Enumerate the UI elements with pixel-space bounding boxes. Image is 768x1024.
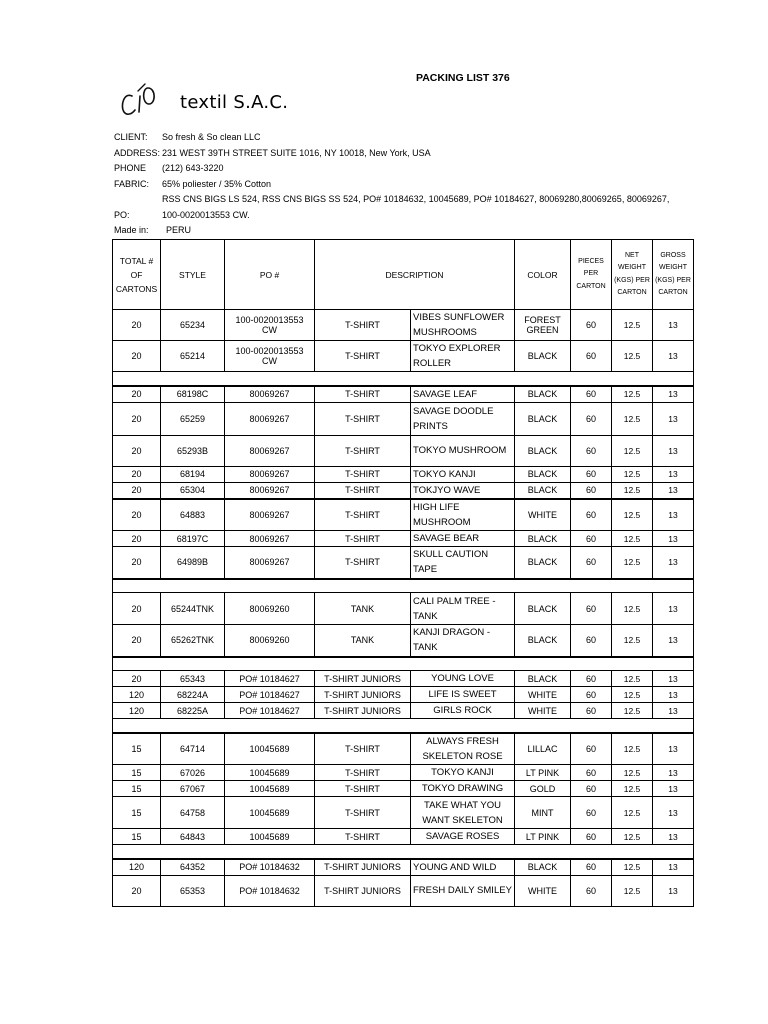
pieces-cell: 60	[571, 875, 612, 906]
po-row-2	[114, 208, 714, 224]
net-weight-cell: 12.5	[612, 402, 653, 435]
po-row-1	[114, 192, 714, 208]
style-cell: 68194	[161, 466, 225, 482]
spacer-row	[113, 372, 694, 386]
type-cell: T-SHIRT	[315, 386, 411, 403]
net-weight-cell: 12.5	[612, 482, 653, 499]
po-cell: PO# 10184632	[225, 859, 315, 876]
net-weight-cell: 12.5	[612, 733, 653, 765]
cartons-cell: 20	[113, 466, 161, 482]
type-cell: T-SHIRT JUNIORS	[315, 875, 411, 906]
pieces-cell: 60	[571, 765, 612, 781]
design-cell: CALI PALM TREE - TANK	[411, 593, 515, 625]
net-weight-cell: 12.5	[612, 625, 653, 657]
pieces-cell: 60	[571, 687, 612, 703]
cartons-cell: 20	[113, 402, 161, 435]
gross-weight-cell: 13	[653, 687, 694, 703]
cartons-cell: 20	[113, 875, 161, 906]
table-row	[113, 386, 694, 403]
header-style: STYLE	[161, 240, 225, 310]
document-title: PACKING LIST 376	[416, 72, 510, 84]
gross-weight-cell: 13	[653, 531, 694, 547]
po-cell: 10045689	[225, 733, 315, 765]
table-row	[113, 765, 694, 781]
net-weight-cell: 12.5	[612, 703, 653, 719]
gross-weight-cell: 13	[653, 547, 694, 579]
pieces-cell: 60	[571, 859, 612, 876]
po-cell: 80069267	[225, 386, 315, 403]
table-row	[113, 625, 694, 657]
gross-weight-cell: 13	[653, 733, 694, 765]
color-cell: WHITE	[515, 875, 571, 906]
header-color: COLOR	[515, 240, 571, 310]
table-row	[113, 593, 694, 625]
color-cell: BLACK	[515, 386, 571, 403]
net-weight-cell: 12.5	[612, 466, 653, 482]
design-cell: HIGH LIFE MUSHROOM	[411, 499, 515, 531]
style-cell: 64352	[161, 859, 225, 876]
po-value-line1: RSS CNS BIGS LS 524, RSS CNS BIGS SS 524, PO# 10184632, 10045689, PO# 10184627, 80069280,80069265, 80069267,	[162, 194, 670, 204]
color-cell: BLACK	[515, 402, 571, 435]
pieces-cell: 60	[571, 466, 612, 482]
po-cell: 10045689	[225, 765, 315, 781]
net-weight-cell: 12.5	[612, 829, 653, 845]
po-cell: 100-0020013553 CW	[225, 341, 315, 372]
type-cell: TANK	[315, 593, 411, 625]
fabric-label: FABRIC:	[114, 178, 150, 189]
style-cell: 65234	[161, 310, 225, 341]
style-cell: 65244TNK	[161, 593, 225, 625]
cartons-cell: 120	[113, 687, 161, 703]
design-cell: SAVAGE DOODLE PRINTS	[411, 402, 515, 435]
color-cell: BLACK	[515, 593, 571, 625]
cartons-cell: 15	[113, 829, 161, 845]
fabric-row	[114, 177, 714, 193]
type-cell: T-SHIRT	[315, 765, 411, 781]
color-cell: GOLD	[515, 781, 571, 797]
po-value-line2: 100-0020013553 CW.	[162, 209, 250, 220]
spacer-row	[113, 657, 694, 671]
design-cell: TOKYO MUSHROOM	[411, 435, 515, 466]
header-gross-weight: GROSS WEIGHT (KGS) PER CARTON	[653, 240, 694, 310]
gross-weight-cell: 13	[653, 875, 694, 906]
gross-weight-cell: 13	[653, 310, 694, 341]
design-cell: YOUNG LOVE	[411, 671, 515, 687]
color-cell: BLACK	[515, 671, 571, 687]
color-cell: BLACK	[515, 341, 571, 372]
table-row	[113, 687, 694, 703]
phone-value: (212) 643-3220	[162, 163, 224, 173]
color-cell: BLACK	[515, 482, 571, 499]
table-row	[113, 829, 694, 845]
color-cell: BLACK	[515, 625, 571, 657]
gross-weight-cell: 13	[653, 341, 694, 372]
net-weight-cell: 12.5	[612, 341, 653, 372]
header-description: DESCRIPTION	[315, 240, 515, 310]
design-cell: VIBES SUNFLOWER MUSHROOMS	[411, 310, 515, 341]
net-weight-cell: 12.5	[612, 531, 653, 547]
pieces-cell: 60	[571, 781, 612, 797]
po-label: PO:	[114, 209, 130, 220]
type-cell: T-SHIRT	[315, 341, 411, 372]
design-cell: TOKYO KANJI	[411, 466, 515, 482]
net-weight-cell: 12.5	[612, 765, 653, 781]
cartons-cell: 20	[113, 435, 161, 466]
color-cell: LT PINK	[515, 829, 571, 845]
style-cell: 67067	[161, 781, 225, 797]
style-cell: 65304	[161, 482, 225, 499]
design-cell: TAKE WHAT YOU WANT SKELETON	[411, 797, 515, 829]
fabric-value: 65% poliester / 35% Cotton	[162, 178, 272, 189]
color-cell: MINT	[515, 797, 571, 829]
type-cell: T-SHIRT	[315, 402, 411, 435]
color-cell: LT PINK	[515, 765, 571, 781]
po-cell: 10045689	[225, 781, 315, 797]
table-row	[113, 859, 694, 876]
design-cell: YOUNG AND WILD	[411, 859, 515, 876]
po-cell: 80069267	[225, 466, 315, 482]
address-row	[114, 146, 714, 162]
table-row	[113, 499, 694, 531]
gross-weight-cell: 13	[653, 829, 694, 845]
color-cell: BLACK	[515, 547, 571, 579]
gross-weight-cell: 13	[653, 765, 694, 781]
table-row	[113, 875, 694, 906]
design-cell: TOKJYO WAVE	[411, 482, 515, 499]
spacer-row	[113, 719, 694, 733]
cartons-cell: 20	[113, 625, 161, 657]
company-logo-mark	[118, 74, 180, 124]
table-row	[113, 466, 694, 482]
net-weight-cell: 12.5	[612, 859, 653, 876]
net-weight-cell: 12.5	[612, 310, 653, 341]
pieces-cell: 60	[571, 310, 612, 341]
pieces-cell: 60	[571, 482, 612, 499]
type-cell: T-SHIRT	[315, 829, 411, 845]
color-cell: BLACK	[515, 531, 571, 547]
phone-label: PHONE	[114, 163, 147, 173]
po-cell: 80069267	[225, 402, 315, 435]
design-cell: TOKYO DRAWING	[411, 781, 515, 797]
table-row	[113, 703, 694, 719]
net-weight-cell: 12.5	[612, 781, 653, 797]
table-header-row	[113, 240, 694, 310]
po-cell: PO# 10184627	[225, 703, 315, 719]
table-row	[113, 435, 694, 466]
design-cell: TOKYO EXPLORER ROLLER	[411, 341, 515, 372]
design-cell: SKULL CAUTION TAPE	[411, 547, 515, 579]
address-label: ADDRESS:	[114, 147, 161, 158]
style-cell: 64843	[161, 829, 225, 845]
gross-weight-cell: 13	[653, 593, 694, 625]
type-cell: T-SHIRT	[315, 531, 411, 547]
type-cell: T-SHIRT	[315, 466, 411, 482]
spacer-row	[113, 579, 694, 593]
gross-weight-cell: 13	[653, 466, 694, 482]
gross-weight-cell: 13	[653, 859, 694, 876]
table-row	[113, 310, 694, 341]
net-weight-cell: 12.5	[612, 687, 653, 703]
color-cell: FOREST GREEN	[515, 310, 571, 341]
type-cell: T-SHIRT	[315, 797, 411, 829]
client-label: CLIENT:	[114, 132, 148, 142]
table-row	[113, 671, 694, 687]
color-cell: WHITE	[515, 703, 571, 719]
style-cell: 67026	[161, 765, 225, 781]
color-cell: BLACK	[515, 859, 571, 876]
type-cell: T-SHIRT	[315, 482, 411, 499]
color-cell: BLACK	[515, 435, 571, 466]
type-cell: T-SHIRT JUNIORS	[315, 703, 411, 719]
packing-table-body	[113, 310, 694, 907]
table-row	[113, 531, 694, 547]
type-cell: T-SHIRT	[315, 499, 411, 531]
style-cell: 65259	[161, 402, 225, 435]
net-weight-cell: 12.5	[612, 547, 653, 579]
design-cell: GIRLS ROCK	[411, 703, 515, 719]
company-name: textil S.A.C.	[180, 92, 289, 113]
style-cell: 65353	[161, 875, 225, 906]
po-cell: 80069260	[225, 625, 315, 657]
type-cell: TANK	[315, 625, 411, 657]
table-row	[113, 402, 694, 435]
type-cell: T-SHIRT JUNIORS	[315, 671, 411, 687]
style-cell: 65214	[161, 341, 225, 372]
table-row	[113, 482, 694, 499]
pieces-cell: 60	[571, 671, 612, 687]
pieces-cell: 60	[571, 733, 612, 765]
gross-weight-cell: 13	[653, 402, 694, 435]
shipment-info	[114, 130, 714, 239]
gross-weight-cell: 13	[653, 625, 694, 657]
header-po: PO #	[225, 240, 315, 310]
style-cell: 68224A	[161, 687, 225, 703]
net-weight-cell: 12.5	[612, 671, 653, 687]
cartons-cell: 15	[113, 781, 161, 797]
design-cell: FRESH DAILY SMILEY	[411, 875, 515, 906]
po-cell: PO# 10184627	[225, 671, 315, 687]
cartons-cell: 20	[113, 593, 161, 625]
pieces-cell: 60	[571, 829, 612, 845]
type-cell: T-SHIRT	[315, 781, 411, 797]
design-cell: KANJI DRAGON - TANK	[411, 625, 515, 657]
header-total-cartons: TOTAL # OF CARTONS	[113, 240, 161, 310]
po-cell: PO# 10184627	[225, 687, 315, 703]
color-cell: BLACK	[515, 466, 571, 482]
gross-weight-cell: 13	[653, 435, 694, 466]
type-cell: T-SHIRT JUNIORS	[315, 687, 411, 703]
pieces-cell: 60	[571, 341, 612, 372]
made-in-value: PERU	[166, 225, 192, 235]
po-cell: PO# 10184632	[225, 875, 315, 906]
po-cell: 80069267	[225, 499, 315, 531]
spacer-row	[113, 845, 694, 859]
address-value: 231 WEST 39TH STREET SUITE 1016, NY 10018, New York, USA	[162, 147, 431, 158]
cartons-cell: 120	[113, 703, 161, 719]
pieces-cell: 60	[571, 531, 612, 547]
po-cell: 10045689	[225, 797, 315, 829]
net-weight-cell: 12.5	[612, 797, 653, 829]
net-weight-cell: 12.5	[612, 386, 653, 403]
po-cell: 80069267	[225, 435, 315, 466]
cartons-cell: 20	[113, 482, 161, 499]
color-cell: WHITE	[515, 499, 571, 531]
cartons-cell: 20	[113, 499, 161, 531]
made-in-label: Made in:	[114, 225, 149, 235]
design-cell: LIFE IS SWEET	[411, 687, 515, 703]
style-cell: 64883	[161, 499, 225, 531]
style-cell: 65262TNK	[161, 625, 225, 657]
made-in-row	[114, 223, 714, 239]
table-row	[113, 733, 694, 765]
style-cell: 64989B	[161, 547, 225, 579]
table-row	[113, 797, 694, 829]
po-cell: 80069260	[225, 593, 315, 625]
style-cell: 65293B	[161, 435, 225, 466]
cartons-cell: 20	[113, 531, 161, 547]
pieces-cell: 60	[571, 797, 612, 829]
pieces-cell: 60	[571, 435, 612, 466]
color-cell: WHITE	[515, 687, 571, 703]
table-row	[113, 547, 694, 579]
client-value: So fresh & So clean LLC	[162, 132, 261, 142]
net-weight-cell: 12.5	[612, 593, 653, 625]
net-weight-cell: 12.5	[612, 499, 653, 531]
gross-weight-cell: 13	[653, 797, 694, 829]
header-pieces-per-carton: PIECES PER CARTON	[571, 240, 612, 310]
table-row	[113, 781, 694, 797]
cartons-cell: 20	[113, 671, 161, 687]
design-cell: ALWAYS FRESH SKELETON ROSE	[411, 733, 515, 765]
pieces-cell: 60	[571, 547, 612, 579]
header-net-weight: NET WEIGHT (KGS) PER CARTON	[612, 240, 653, 310]
po-cell: 80069267	[225, 547, 315, 579]
client-row	[114, 130, 714, 146]
pieces-cell: 60	[571, 625, 612, 657]
po-cell: 100-0020013553 CW	[225, 310, 315, 341]
type-cell: T-SHIRT	[315, 435, 411, 466]
cartons-cell: 120	[113, 859, 161, 876]
net-weight-cell: 12.5	[612, 875, 653, 906]
gross-weight-cell: 13	[653, 386, 694, 403]
cartons-cell: 15	[113, 733, 161, 765]
pieces-cell: 60	[571, 593, 612, 625]
po-cell: 80069267	[225, 482, 315, 499]
cartons-cell: 15	[113, 797, 161, 829]
cartons-cell: 20	[113, 310, 161, 341]
gross-weight-cell: 13	[653, 781, 694, 797]
type-cell: T-SHIRT	[315, 733, 411, 765]
cartons-cell: 20	[113, 386, 161, 403]
type-cell: T-SHIRT	[315, 547, 411, 579]
style-cell: 64758	[161, 797, 225, 829]
style-cell: 68225A	[161, 703, 225, 719]
gross-weight-cell: 13	[653, 703, 694, 719]
net-weight-cell: 12.5	[612, 435, 653, 466]
gross-weight-cell: 13	[653, 482, 694, 499]
design-cell: SAVAGE ROSES	[411, 829, 515, 845]
po-cell: 10045689	[225, 829, 315, 845]
gross-weight-cell: 13	[653, 499, 694, 531]
pieces-cell: 60	[571, 402, 612, 435]
pieces-cell: 60	[571, 386, 612, 403]
pieces-cell: 60	[571, 499, 612, 531]
gross-weight-cell: 13	[653, 671, 694, 687]
type-cell: T-SHIRT	[315, 310, 411, 341]
cartons-cell: 20	[113, 341, 161, 372]
style-cell: 64714	[161, 733, 225, 765]
table-row	[113, 341, 694, 372]
cartons-cell: 15	[113, 765, 161, 781]
phone-row	[114, 161, 714, 177]
packing-table	[112, 239, 694, 907]
type-cell: T-SHIRT JUNIORS	[315, 859, 411, 876]
design-cell: SAVAGE LEAF	[411, 386, 515, 403]
style-cell: 68198C	[161, 386, 225, 403]
design-cell: TOKYO KANJI	[411, 765, 515, 781]
po-cell: 80069267	[225, 531, 315, 547]
style-cell: 65343	[161, 671, 225, 687]
cartons-cell: 20	[113, 547, 161, 579]
design-cell: SAVAGE BEAR	[411, 531, 515, 547]
pieces-cell: 60	[571, 703, 612, 719]
color-cell: LILLAC	[515, 733, 571, 765]
style-cell: 68197C	[161, 531, 225, 547]
